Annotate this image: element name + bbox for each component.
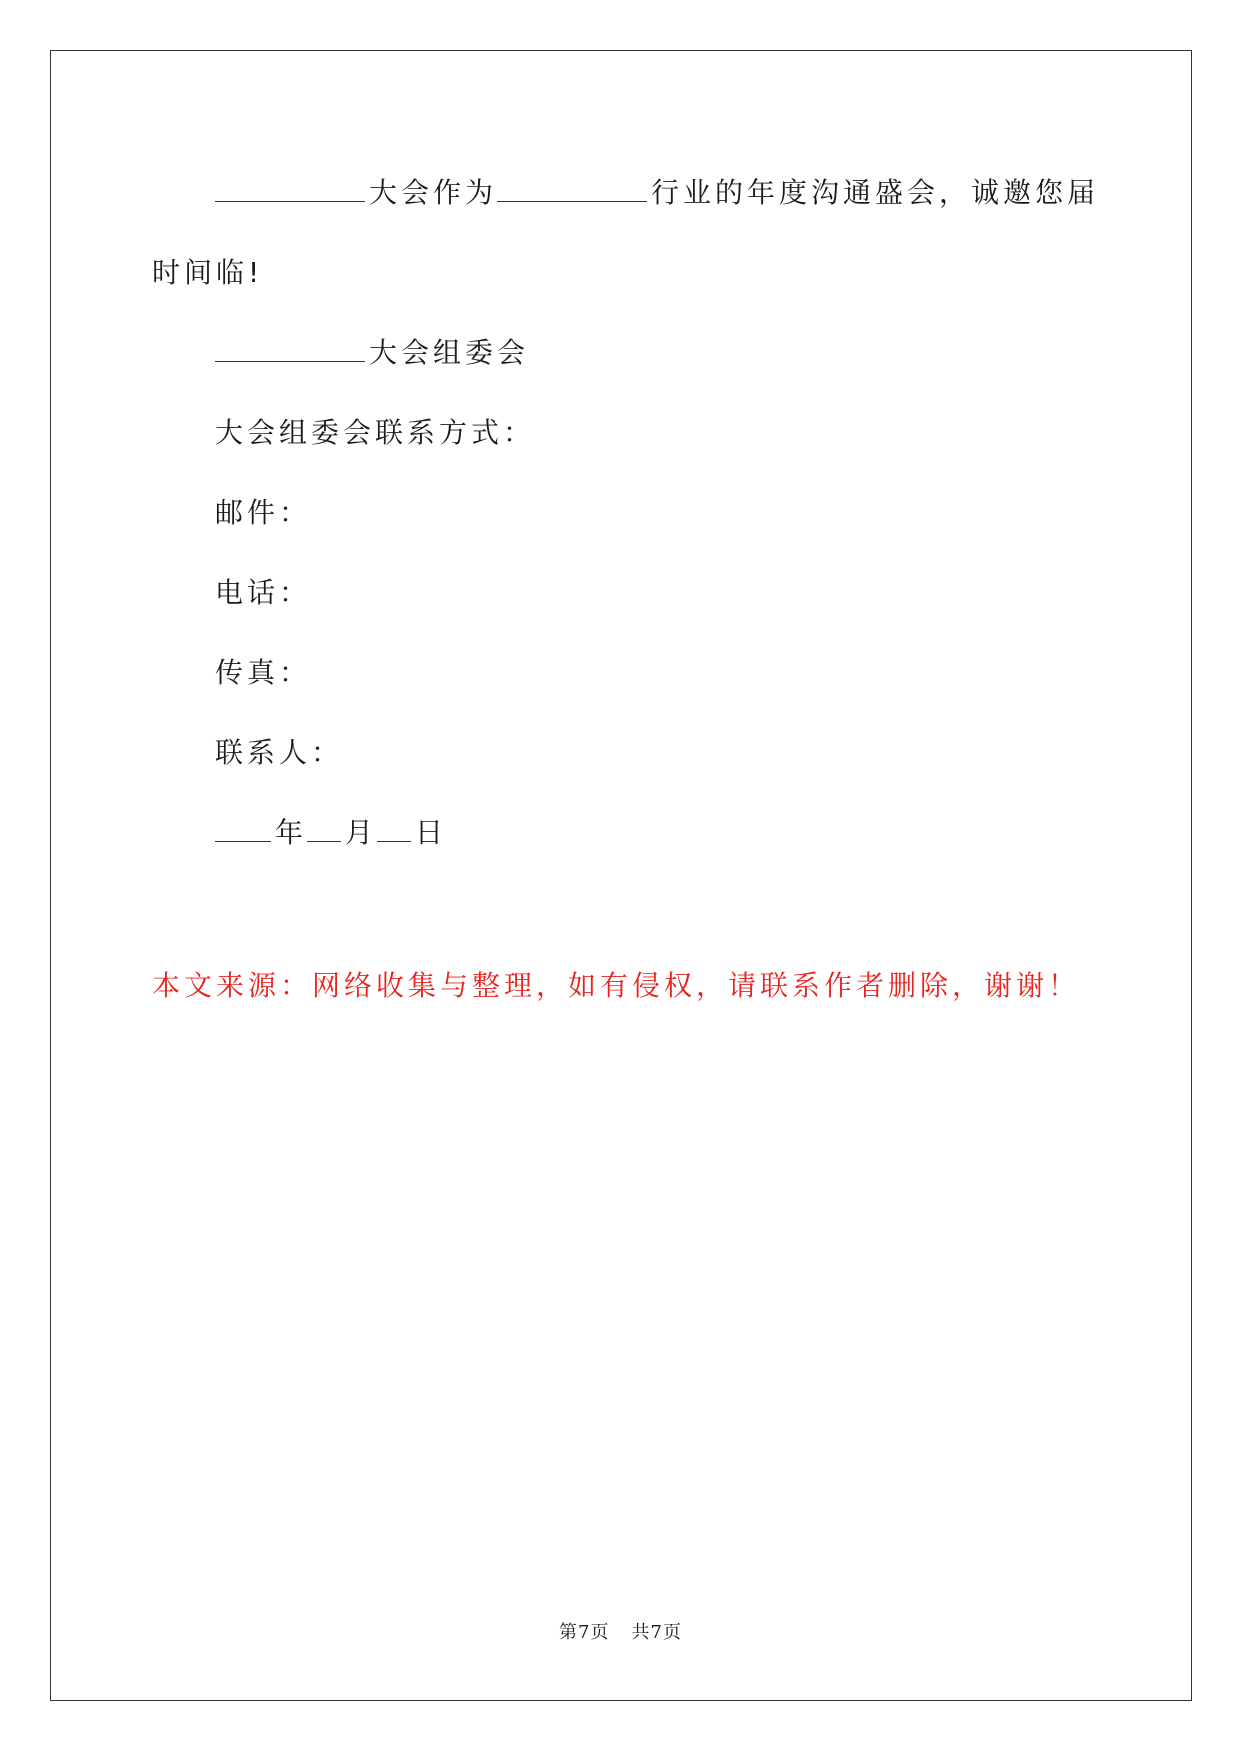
organizer-line	[215, 335, 529, 371]
fax-label: 传真：	[215, 656, 312, 689]
page-footer	[0, 1618, 1241, 1644]
month-label: 月	[345, 816, 378, 849]
month-blank	[307, 815, 341, 842]
year-label: 年	[275, 816, 308, 849]
conference-name-blank	[215, 175, 365, 202]
page-current: 第7页	[559, 1622, 610, 1643]
invitation-paragraph-line-1	[215, 175, 1099, 211]
day-blank	[377, 815, 411, 842]
organizer-name-blank	[215, 335, 365, 362]
contact-heading: 大会组委会联系方式：	[215, 416, 536, 449]
invitation-text-part-1: 大会作为	[369, 176, 498, 209]
contact-person-label: 联系人：	[215, 736, 344, 769]
organizer-label: 大会组委会	[369, 336, 530, 369]
source-note: 本文来源：网络收集与整理，如有侵权，请联系作者删除，谢谢！	[152, 969, 1081, 1002]
invitation-paragraph-line-2: 时间临!	[152, 256, 264, 289]
email-label: 邮件：	[215, 496, 312, 529]
day-label: 日	[415, 816, 448, 849]
industry-name-blank	[497, 175, 647, 202]
page-frame	[50, 50, 1192, 1701]
phone-label: 电话：	[215, 576, 312, 609]
date-line	[215, 815, 447, 851]
page-total: 共7页	[631, 1622, 682, 1643]
invitation-text-part-2: 行业的年度沟通盛会，诚邀您届	[651, 176, 1100, 209]
year-blank	[215, 815, 271, 842]
